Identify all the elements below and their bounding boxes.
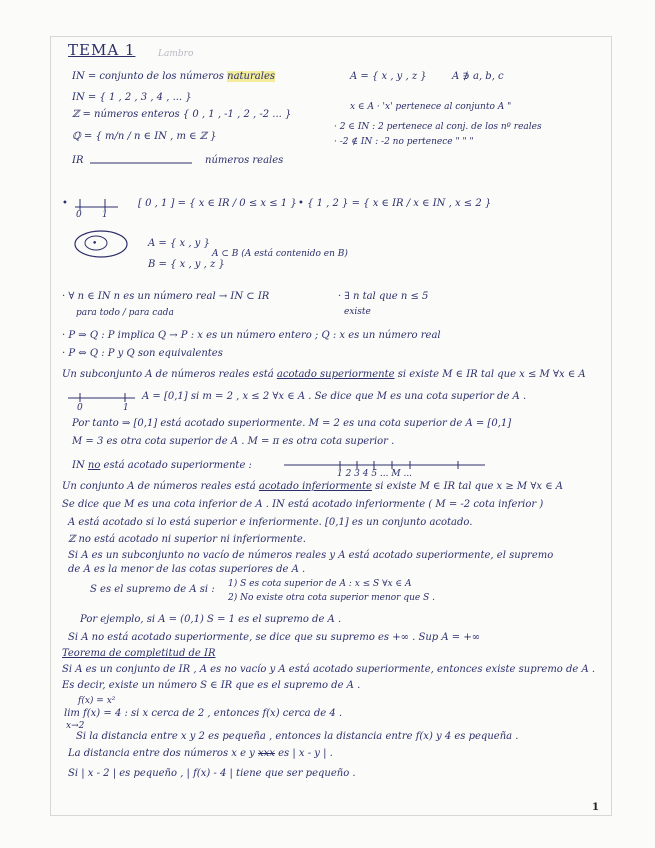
upper-bound-example: A = [0,1] si m = 2 , x ≤ 2 ∀x ∈ A . Se dice que M es una cota superior de A . (142, 391, 527, 402)
lower-bound-note: Se dice que M es una cota inferior de A . IN está acotado inferiormente ( M = -2 cota inferior ) (62, 499, 544, 510)
exists-note: existe (344, 307, 371, 317)
closed-interval-def: [ 0 , 1 ] = { x ∈ IR / 0 ≤ x ≤ 1 } (138, 198, 297, 209)
naturals-unbounded: IN no está acotado superiormente : (72, 460, 252, 471)
limit-conclusion: Si | x - 2 | es pequeño , | f(x) - 4 | tiene que ser pequeño . (68, 768, 356, 779)
distance-def: La distancia entre dos números x e y xxx es | x - y | . (68, 748, 333, 759)
title-note: Lambro (158, 49, 194, 59)
supremum-infinite: Si A no está acotado superiormente, se dice que su supremo es +∞ . Sup A = +∞ (68, 632, 481, 643)
not-contains: A ∌ a, b, c (452, 71, 504, 82)
supremum-condition-2: 2) No existe otra cota superior menor que S . (228, 593, 435, 603)
upper-bound-def: Un subconjunto A de números reales está acotado superiormente si existe M ∈ IR tal que x ≤ M ∀x ∈ A (62, 369, 586, 380)
subset-note: A ⊂ B (A está contenido en B) (212, 249, 348, 259)
upper-bound-conclusion: Por tanto ⇒ [0,1] está acotado superiormente. M = 2 es una cota superior de A = [0,1] (72, 418, 512, 429)
function-def: f(x) = x² (78, 696, 116, 706)
venn-set-b (75, 231, 127, 257)
lower-bound-def: Un conjunto A de números reales está acotado inferiormente si existe M ∈ IR tal que x ≥ M ∀x ∈ A (62, 481, 563, 492)
line-rationals: ℚ = { m/n / n ∈ IN , m ∈ ℤ } (72, 131, 217, 142)
venn-a: A = { x , y } (148, 238, 210, 249)
venn-b: B = { x , y , z } (148, 259, 225, 270)
supremum-condition-1: 1) S es cota superior de A : x ≤ S ∀x ∈ A (228, 579, 412, 589)
line-integers: ℤ = números enteros { 0 , 1 , -1 , 2 , -2 ... } (72, 109, 292, 120)
belongs-note: · 2 ∈ IN : 2 pertenece al conj. de los nº reales (334, 122, 542, 132)
equivalence-line: · P ⇔ Q : P y Q son equivalentes (62, 348, 223, 359)
supremum-example: Por ejemplo, si A = (0,1) S = 1 es el supremo de A . (80, 614, 342, 625)
page-number: 1 (592, 802, 599, 813)
a-interval-zero: 0 (77, 403, 83, 413)
venn-dot-label: • (92, 239, 98, 249)
line-naturals-set: IN = { 1 , 2 , 3 , 4 , ... } (72, 92, 192, 103)
naturals-ticks: 1 2 3 4 5 ... M ... (337, 469, 413, 479)
other-upper-bounds: M = 3 es otra cota superior de A . M = π es otra cota superior . (72, 436, 395, 447)
completeness-theorem-heading: Teorema de completitud de IR (62, 648, 216, 659)
supremum-def-2: de A es la menor de las cotas superiores de A . (68, 564, 306, 575)
limit-distance: Si la distancia entre x y 2 es pequeña , entonces la distancia entre f(x) y 4 es pequeña . (76, 731, 519, 742)
completeness-restatement: Es decir, existe un número S ∈ IR que es el supremo de A . (62, 680, 361, 691)
forall-line: · ∀ n ∈ IN n es un número real → IN ⊂ IR (62, 291, 270, 302)
integers-unbounded: ℤ no está acotado ni superior ni inferiormente. (68, 534, 306, 545)
membership-note: x ∈ A · 'x' pertenece al conjunto A " (350, 102, 512, 112)
line-naturals: IN = conjunto de los números naturales (72, 71, 275, 82)
interval-zero: 0 (76, 210, 82, 220)
not-belongs-note: · -2 ∉ IN : -2 no pertenece " " " (334, 137, 474, 147)
implication-line: · P ⇒ Q : P implica Q → P : x es un número entero ; Q : x es un número real (62, 330, 441, 341)
a-interval-one: 1 (123, 403, 129, 413)
set-a-def: A = { x , y , z } (350, 71, 427, 82)
completeness-theorem: Si A es un conjunto de IR , A es no vacío y A está acotado superiormente, entonces existe supremo de A . (62, 664, 596, 675)
interval-one: 1 (102, 210, 108, 220)
bullet: • (62, 198, 68, 209)
limit-subscript: x→2 (66, 721, 85, 731)
limit-line: lim f(x) = 4 : si x cerca de 2 , entonces f(x) cerca de 4 . (64, 708, 343, 719)
exists-line: · ∃ n tal que n ≤ 5 (338, 291, 429, 302)
supremum-def-1: Si A es un subconjunto no vacío de números reales y A está acotado superiormente, el supremo (68, 550, 554, 561)
page-title: TEMA 1 (68, 41, 136, 59)
reals-symbol: IR (72, 155, 84, 166)
forall-note: para todo / para cada (76, 308, 174, 318)
bounded-def: A está acotado si lo está superior e inferiormente. [0,1] es un conjunto acotado. (68, 517, 473, 528)
reals-label: números reales (205, 155, 284, 166)
set-one-two-def: • { 1 , 2 } = { x ∈ IR / x ∈ IN , x ≤ 2 } (298, 198, 492, 209)
supremum-conditions-intro: S es el supremo de A si : (90, 584, 215, 595)
